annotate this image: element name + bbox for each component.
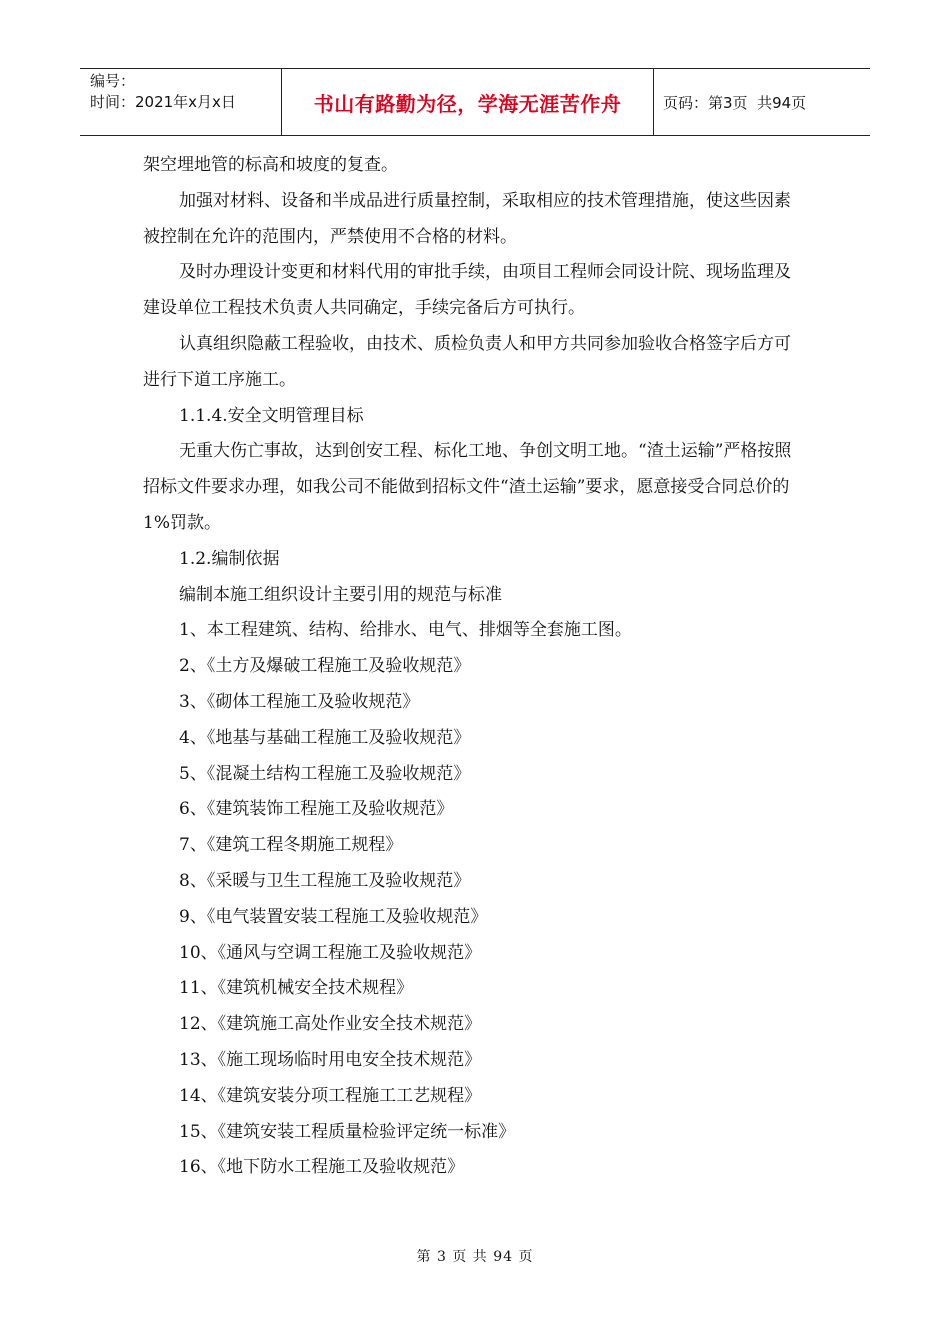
paragraph-1: 架空埋地管的标高和坡度的复查。 [143, 155, 398, 175]
list-item: 6、《建筑装饰工程施工及验收规范》 [179, 799, 454, 820]
list-item: 1、本工程建筑、结构、给排水、电气、排烟等全套施工图。 [179, 620, 632, 641]
list-item: 13、《施工现场临时用电安全技术规范》 [179, 1049, 482, 1070]
paragraph-3: 及时办理设计变更和材料代用的审批手续，由项目工程师会同设计院、现场监理及建设单位工程技术负责人共同确定，手续完备后方可执行。 [143, 262, 791, 319]
list-item: 3、《砌体工程施工及验收规范》 [179, 691, 420, 712]
list-item: 16、《地下防水工程施工及验收规范》 [179, 1157, 465, 1178]
section-heading-1-2: 1.2.编制依据 [179, 548, 280, 569]
paragraph-5: 无重大伤亡事故，达到创安工程、标化工地、争创文明工地。“渣土运输”严格按照招标文件要求办理，如我公司不能做到招标文件“渣土运输”要求，愿意接受合同总价的1%罚款。 [143, 441, 792, 533]
list-item: 9、《电气装置安装工程施工及验收规范》 [179, 906, 488, 927]
header-motto: 书山有路勤为径，学海无涯苦作舟 [282, 69, 654, 135]
list-item: 8、《采暖与卫生工程施工及验收规范》 [179, 870, 471, 891]
time-line: 时间：2021年x月x日 [90, 93, 236, 111]
document-body [143, 148, 803, 1186]
page-footer: 第 3 页 共 94 页 [416, 1249, 534, 1265]
list-item: 7、《建筑工程冬期施工规程》 [179, 835, 403, 856]
header-meta [80, 69, 282, 135]
list-item: 11、《建筑机械安全技术规程》 [179, 978, 414, 999]
list-item: 5、《混凝土结构工程施工及验收规范》 [179, 763, 471, 784]
list-item: 2、《土方及爆破工程施工及验收规范》 [179, 656, 471, 677]
page-header [80, 68, 870, 136]
list-item: 14、《建筑安装分项工程施工工艺规程》 [179, 1085, 482, 1106]
paragraph-4: 认真组织隐蔽工程验收，由技术、质检负责人和甲方共同参加验收合格签字后方可进行下道工序施工。 [143, 333, 791, 390]
code-label: 编号： [90, 72, 136, 90]
paragraph-2: 加强对材料、设备和半成品进行质量控制，采取相应的技术管理措施，使这些因素被控制在允许的范围内，严禁使用不合格的材料。 [143, 190, 791, 247]
list-item: 12、《建筑施工高处作业安全技术规范》 [179, 1014, 482, 1035]
page-label: 页码：第3页 共94页 [663, 93, 807, 112]
section-heading-1-1-4: 1.1.4.安全文明管理目标 [179, 405, 364, 426]
list-item: 4、《地基与基础工程施工及验收规范》 [179, 727, 471, 748]
paragraph-6: 编制本施工组织设计主要引用的规范与标准 [179, 584, 502, 605]
list-item: 15、《建筑安装工程质量检验评定统一标准》 [179, 1121, 516, 1142]
list-item: 10、《通风与空调工程施工及验收规范》 [179, 942, 482, 963]
standards-list [143, 613, 803, 1186]
header-page-info [654, 69, 870, 135]
